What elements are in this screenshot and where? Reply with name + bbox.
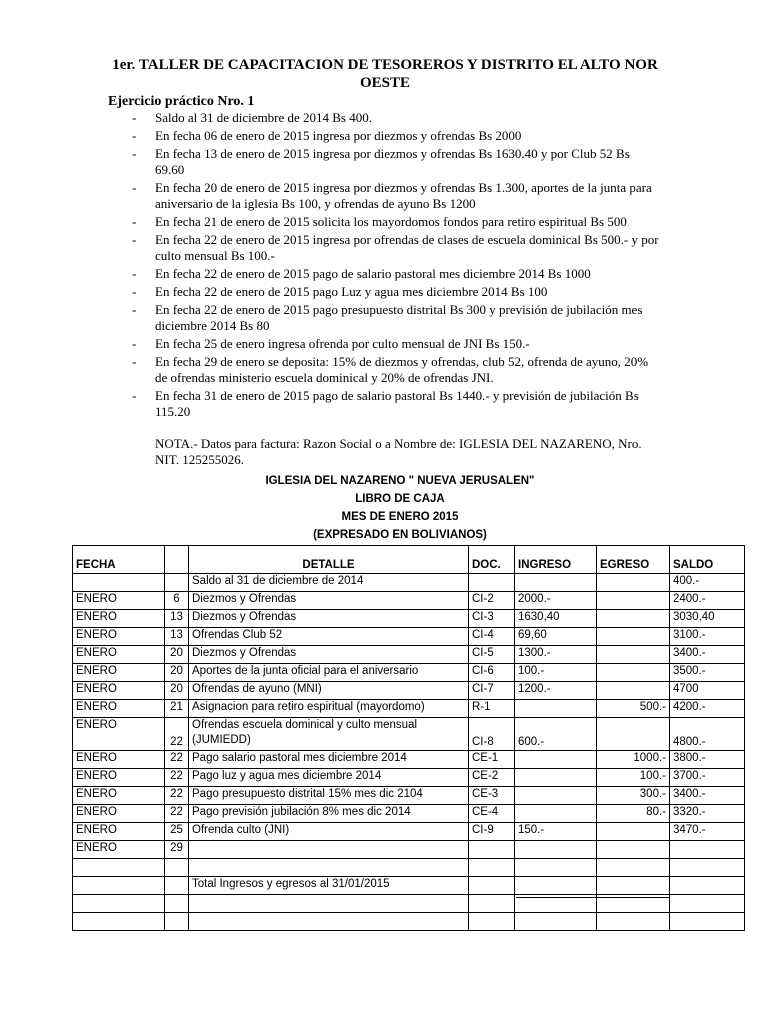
- doc-cell: CI-5: [469, 646, 515, 664]
- exercise-item: - En fecha 21 de enero de 2015 solicita los mayordomos fondos para retiro espiritual Bs 500: [130, 214, 660, 230]
- detalle-cell: [189, 859, 469, 877]
- ledger-heading: [200, 472, 600, 544]
- exercise-item: - En fecha 06 de enero de 2015 ingresa por diezmos y ofrendas Bs 2000: [130, 128, 660, 144]
- doc-cell: CI-8: [469, 718, 515, 751]
- fecha-cell: ENERO: [73, 682, 165, 700]
- saldo-cell: 3500.-: [670, 664, 745, 682]
- table-row: [73, 841, 745, 859]
- saldo-cell: 2400.-: [670, 592, 745, 610]
- doc-cell: CI-3: [469, 610, 515, 628]
- detalle-cell: Diezmos y Ofrendas: [189, 610, 469, 628]
- saldo-cell: 400.-: [670, 574, 745, 592]
- doc-cell: [469, 859, 515, 877]
- day-cell: 22: [165, 751, 189, 769]
- detalle-cell: Diezmos y Ofrendas: [189, 592, 469, 610]
- egreso-cell: [597, 823, 670, 841]
- egreso-cell: [597, 610, 670, 628]
- detalle-cell: [189, 841, 469, 859]
- doc-cell: CI-2: [469, 592, 515, 610]
- doc-cell: CI-6: [469, 664, 515, 682]
- egreso-cell: [597, 574, 670, 592]
- saldo-cell: 3800.-: [670, 751, 745, 769]
- day-cell: 13: [165, 610, 189, 628]
- ingreso-cell: [515, 574, 597, 592]
- fecha-cell: ENERO: [73, 664, 165, 682]
- egreso-cell: [597, 913, 670, 931]
- exercise-item: - Saldo al 31 de diciembre de 2014 Bs 400.: [130, 110, 660, 126]
- saldo-cell: [670, 895, 745, 913]
- day-cell: 21: [165, 700, 189, 718]
- detalle-cell: Aportes de la junta oficial para el aniversario: [189, 664, 469, 682]
- day-cell: 25: [165, 823, 189, 841]
- table-row: [73, 592, 745, 610]
- saldo-cell: 3700.-: [670, 769, 745, 787]
- ingreso-cell: [515, 787, 597, 805]
- saldo-cell: 3470.-: [670, 823, 745, 841]
- egreso-cell: EGRESO: [597, 546, 670, 574]
- doc-cell: CE-4: [469, 805, 515, 823]
- fecha-cell: [73, 859, 165, 877]
- detalle-cell: Ofrendas escuela dominical y culto mensual (JUMIEDD): [189, 718, 469, 751]
- exercise-title: Ejercicio práctico Nro. 1: [108, 94, 255, 109]
- invoice-note: NOTA.- Datos para factura: Razon Social o a Nombre de: IGLESIA DEL NAZARENO, Nro. NIT. 125255026.: [155, 436, 642, 467]
- fecha-cell: ENERO: [73, 628, 165, 646]
- fecha-cell: [73, 895, 165, 913]
- fecha-cell: ENERO: [73, 787, 165, 805]
- ingreso-cell: [515, 769, 597, 787]
- egreso-cell: [597, 646, 670, 664]
- day-cell: 22: [165, 787, 189, 805]
- month-title: MES DE ENERO 2015: [341, 511, 459, 523]
- fecha-cell: ENERO: [73, 805, 165, 823]
- table-header-row: [73, 546, 745, 574]
- fecha-cell: ENERO: [73, 823, 165, 841]
- saldo-cell: 4800.-: [670, 718, 745, 751]
- document-title: 1er. TALLER DE CAPACITACION DE TESOREROS Y DISTRITO EL ALTO NOR OESTE: [112, 57, 658, 91]
- exercise-item: - En fecha 20 de enero de 2015 ingresa por diezmos y ofrendas Bs 1.300, aportes de la junta para aniversario de la iglesia Bs 100, y ofrendas de ayuno Bs 1200: [130, 180, 660, 212]
- fecha-cell: [73, 574, 165, 592]
- doc-cell: [469, 895, 515, 913]
- egreso-cell: [597, 682, 670, 700]
- table-row: [73, 646, 745, 664]
- table-row: [73, 805, 745, 823]
- fecha-cell: ENERO: [73, 610, 165, 628]
- table-row: [73, 913, 745, 931]
- day-cell: 29: [165, 841, 189, 859]
- day-cell: 22: [165, 769, 189, 787]
- ingreso-cell: 600.-: [515, 718, 597, 751]
- exercise-item: - En fecha 29 de enero se deposita: 15% de diezmos y ofrendas, club 52, ofrenda de ayuno, 20% de ofrendas ministerio escuela dominical y 20% de ofrendas JNI.: [130, 354, 660, 386]
- ingreso-cell: 150.-: [515, 823, 597, 841]
- fecha-cell: ENERO: [73, 769, 165, 787]
- ingreso-cell: [515, 841, 597, 859]
- egreso-cell: 80.-: [597, 805, 670, 823]
- table-row: [73, 787, 745, 805]
- ingreso-cell: [515, 913, 597, 931]
- egreso-cell: [597, 628, 670, 646]
- table-row: [73, 682, 745, 700]
- cash-ledger-table: [72, 545, 745, 931]
- detalle-cell: Saldo al 31 de diciembre de 2014: [189, 574, 469, 592]
- detalle-cell: DETALLE: [189, 546, 469, 574]
- exercise-item: - En fecha 22 de enero de 2015 pago presupuesto distrital Bs 300 y previsión de jubilación mes diciembre 2014 Bs 80: [130, 302, 660, 334]
- saldo-cell: 4200.-: [670, 700, 745, 718]
- exercise-item: - En fecha 22 de enero de 2015 pago de salario pastoral mes diciembre 2014 Bs 1000: [130, 266, 660, 282]
- day-cell: 20: [165, 664, 189, 682]
- table-row: [73, 751, 745, 769]
- ingreso-cell: [515, 877, 597, 895]
- day-cell: 13: [165, 628, 189, 646]
- saldo-cell: 3400.-: [670, 787, 745, 805]
- ingreso-cell: INGRESO: [515, 546, 597, 574]
- egreso-cell: [597, 592, 670, 610]
- egreso-cell: [597, 859, 670, 877]
- saldo-cell: 4700: [670, 682, 745, 700]
- fecha-cell: ENERO: [73, 646, 165, 664]
- doc-cell: CE-1: [469, 751, 515, 769]
- exercise-items-list: [130, 110, 660, 422]
- table-row: [73, 610, 745, 628]
- saldo-cell: 3320.-: [670, 805, 745, 823]
- detalle-cell: Diezmos y Ofrendas: [189, 646, 469, 664]
- doc-cell: CI-4: [469, 628, 515, 646]
- saldo-cell: [670, 913, 745, 931]
- table-row: [73, 859, 745, 877]
- detalle-cell: Ofrendas de ayuno (MNI): [189, 682, 469, 700]
- egreso-cell: 1000.-: [597, 751, 670, 769]
- ingreso-cell: [515, 700, 597, 718]
- ingreso-cell: [515, 859, 597, 877]
- fecha-cell: ENERO: [73, 751, 165, 769]
- fecha-cell: ENERO: [73, 592, 165, 610]
- day-cell: [165, 877, 189, 895]
- egreso-cell: 300.-: [597, 787, 670, 805]
- exercise-item: - En fecha 13 de enero de 2015 ingresa por diezmos y ofrendas Bs 1630.40 y por Club 52 Bs 69.60: [130, 146, 660, 178]
- doc-cell: [469, 877, 515, 895]
- day-cell: [165, 913, 189, 931]
- table-row: [73, 718, 745, 751]
- table-row: [73, 877, 745, 895]
- ingreso-cell: 69,60: [515, 628, 597, 646]
- table-row: [73, 700, 745, 718]
- doc-cell: CI-7: [469, 682, 515, 700]
- doc-cell: CE-3: [469, 787, 515, 805]
- day-cell: 6: [165, 592, 189, 610]
- exercise-item: - En fecha 31 de enero de 2015 pago de salario pastoral Bs 1440.- y previsión de jubilación Bs 115.20: [130, 388, 660, 420]
- egreso-cell: [597, 664, 670, 682]
- day-cell: [165, 546, 189, 574]
- ingreso-cell: 2000.-: [515, 592, 597, 610]
- fecha-cell: ENERO: [73, 718, 165, 751]
- currency-note: (EXPRESADO EN BOLIVIANOS): [313, 529, 487, 541]
- table-row: [73, 628, 745, 646]
- book-title: LIBRO DE CAJA: [355, 493, 445, 505]
- egreso-cell: [597, 841, 670, 859]
- day-cell: 22: [165, 805, 189, 823]
- day-cell: [165, 895, 189, 913]
- detalle-cell: Asignacion para retiro espiritual (mayordomo): [189, 700, 469, 718]
- egreso-cell: 500.-: [597, 700, 670, 718]
- ingreso-cell: [515, 751, 597, 769]
- doc-cell: CE-2: [469, 769, 515, 787]
- saldo-cell: 3400.-: [670, 646, 745, 664]
- fecha-cell: FECHA: [73, 546, 165, 574]
- saldo-cell: 3100.-: [670, 628, 745, 646]
- saldo-cell: [670, 841, 745, 859]
- day-cell: 20: [165, 682, 189, 700]
- ingreso-cell: 1200.-: [515, 682, 597, 700]
- saldo-cell: [670, 859, 745, 877]
- saldo-cell: [670, 877, 745, 895]
- exercise-item: - En fecha 25 de enero ingresa ofrenda por culto mensual de JNI Bs 150.-: [130, 336, 660, 352]
- doc-cell: DOC.: [469, 546, 515, 574]
- fecha-cell: ENERO: [73, 841, 165, 859]
- day-cell: 20: [165, 646, 189, 664]
- ingreso-cell: 100.-: [515, 664, 597, 682]
- table-row: [73, 664, 745, 682]
- detalle-cell: Ofrendas Club 52: [189, 628, 469, 646]
- saldo-cell: 3030,40: [670, 610, 745, 628]
- doc-cell: [469, 841, 515, 859]
- detalle-cell: Ofrenda culto (JNI): [189, 823, 469, 841]
- egreso-cell: [597, 718, 670, 751]
- detalle-cell: Pago previsión jubilación 8% mes dic 2014: [189, 805, 469, 823]
- total-underline: [516, 897, 670, 898]
- detalle-cell: Pago luz y agua mes diciembre 2014: [189, 769, 469, 787]
- saldo-cell: SALDO: [670, 546, 745, 574]
- detalle-cell: [189, 895, 469, 913]
- day-cell: [165, 859, 189, 877]
- exercise-item: - En fecha 22 de enero de 2015 ingresa por ofrendas de clases de escuela dominical Bs 500.- y por culto mensual Bs 100.-: [130, 232, 660, 264]
- egreso-cell: [597, 877, 670, 895]
- egreso-cell: 100.-: [597, 769, 670, 787]
- fecha-cell: ENERO: [73, 700, 165, 718]
- table-row: [73, 769, 745, 787]
- church-name: IGLESIA DEL NAZARENO " NUEVA JERUSALEN": [265, 475, 535, 487]
- table-row: [73, 574, 745, 592]
- day-cell: [165, 574, 189, 592]
- detalle-cell: Total Ingresos y egresos al 31/01/2015: [189, 877, 469, 895]
- ingreso-cell: [515, 805, 597, 823]
- fecha-cell: [73, 877, 165, 895]
- ingreso-cell: 1630,40: [515, 610, 597, 628]
- day-cell: 22: [165, 718, 189, 751]
- doc-cell: CI-9: [469, 823, 515, 841]
- detalle-cell: Pago salario pastoral mes diciembre 2014: [189, 751, 469, 769]
- doc-cell: [469, 574, 515, 592]
- doc-cell: R-1: [469, 700, 515, 718]
- detalle-cell: Pago presupuesto distrital 15% mes dic 2104: [189, 787, 469, 805]
- exercise-item: - En fecha 22 de enero de 2015 pago Luz y agua mes diciembre 2014 Bs 100: [130, 284, 660, 300]
- detalle-cell: [189, 913, 469, 931]
- ingreso-cell: 1300.-: [515, 646, 597, 664]
- table-row: [73, 823, 745, 841]
- fecha-cell: [73, 913, 165, 931]
- doc-cell: [469, 913, 515, 931]
